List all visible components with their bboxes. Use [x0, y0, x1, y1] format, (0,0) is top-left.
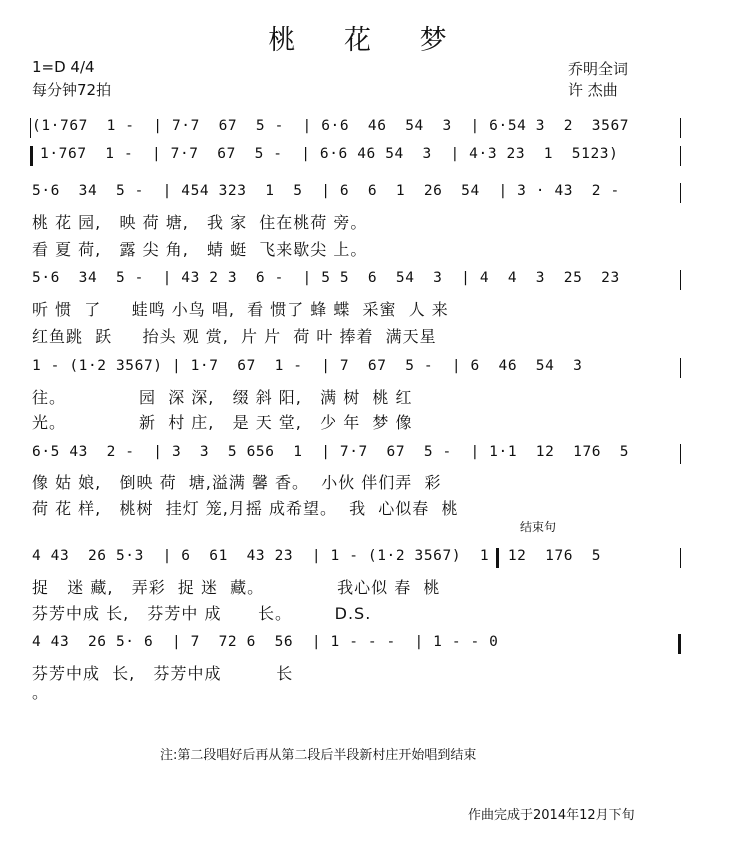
lyric-verse2: 看 夏 荷, 露 尖 角, 蜻 蜓 飞来歇尖 上。 — [32, 240, 368, 259]
lyricist: 乔明全词 — [568, 60, 629, 78]
lyric-verse1: 桃 花 园, 映 荷 塘, 我 家 住在桃荷 旁。 — [32, 213, 368, 232]
barline — [680, 146, 681, 166]
barline — [680, 270, 681, 290]
staff-row-6: 6·5 43 2 - | 3 3 5 656 1 | 7·7 67 5 - | 1·1 12 176 5 — [32, 444, 630, 460]
staff-row-4: 5·6 34 5 - | 43 2 3 6 - | 5 5 6 54 3 | 4 4 3 25 23 — [32, 270, 620, 286]
page-title: 桃 花 梦 — [268, 25, 467, 56]
barline — [680, 118, 681, 138]
repeat-start-barline — [30, 146, 33, 166]
staff-row-7: 4 43 26 5·3 | 6 61 43 23 | 1 - (1·2 3567) 1 12 176 5 — [32, 548, 602, 564]
lyric-verse2: 。 — [32, 683, 50, 702]
ending-label: 结束句 — [520, 520, 557, 534]
lyric-verse2: 光。 新 村 庄, 是 天 堂, 少 年 梦 像 — [32, 413, 413, 432]
repeat-end-barline — [496, 548, 499, 568]
staff-row-3: 5·6 34 5 - | 454 323 1 5 | 6 6 1 26 54 | 3 · 43 2 - — [32, 183, 620, 199]
lyric-verse1: 听 惯 了 蛙鸣 小鸟 唱, 看 惯了 蜂 蝶 采蜜 人 来 — [32, 300, 449, 319]
barline — [30, 118, 31, 138]
tempo: 每分钟72拍 — [32, 81, 112, 99]
staff-row-8: 4 43 26 5· 6 | 7 72 6 56 | 1 - - - | 1 - - 0 — [32, 634, 499, 650]
lyric-verse1: 捉 迷 藏, 弄彩 捉 迷 藏。 我心似 春 桃 — [32, 578, 441, 597]
lyric-verse2: 荷 花 样, 桃树 挂灯 笼,月摇 成希望。 我 心似春 桃 — [32, 499, 459, 518]
key-meter: 1=D 4/4 — [32, 58, 95, 76]
completion-date: 作曲完成于2014年12月下旬 — [468, 808, 635, 823]
barline — [680, 548, 681, 568]
lyric-verse1: 芬芳中成 长, 芬芳中成 长 — [32, 664, 294, 683]
staff-row-5: 1 - (1·2 3567) | 1·7 67 1 - | 7 67 5 - | 6 46 54 3 — [32, 358, 583, 374]
staff-row-1: (1·767 1 - | 7·7 67 5 - | 6·6 46 54 3 | 6·54 3 2 3567 — [32, 118, 630, 134]
staff-row-2: 1·767 1 - | 7·7 67 5 - | 6·6 46 54 3 | 4·3 23 1 5123) — [40, 146, 619, 162]
final-barline — [678, 634, 681, 654]
lyric-verse1: 像 姑 娘, 倒映 荷 塘,溢满 馨 香。 小伙 伴们弄 彩 — [32, 473, 442, 492]
lyric-verse1: 往。 园 深 深, 缀 斜 阳, 满 树 桃 红 — [32, 388, 413, 407]
lyric-verse2: 芬芳中成 长, 芬芳中 成 长。 D.S. — [32, 604, 372, 623]
barline — [680, 183, 681, 203]
footnote: 注:第二段唱好后再从第二段后半段新村庄开始唱到结束 — [160, 748, 477, 763]
lyric-verse2: 红鱼跳 跃 抬头 观 赏, 片 片 荷 叶 捧着 满天星 — [32, 327, 437, 346]
composer: 许 杰曲 — [568, 81, 618, 99]
barline — [680, 444, 681, 464]
barline — [680, 358, 681, 378]
